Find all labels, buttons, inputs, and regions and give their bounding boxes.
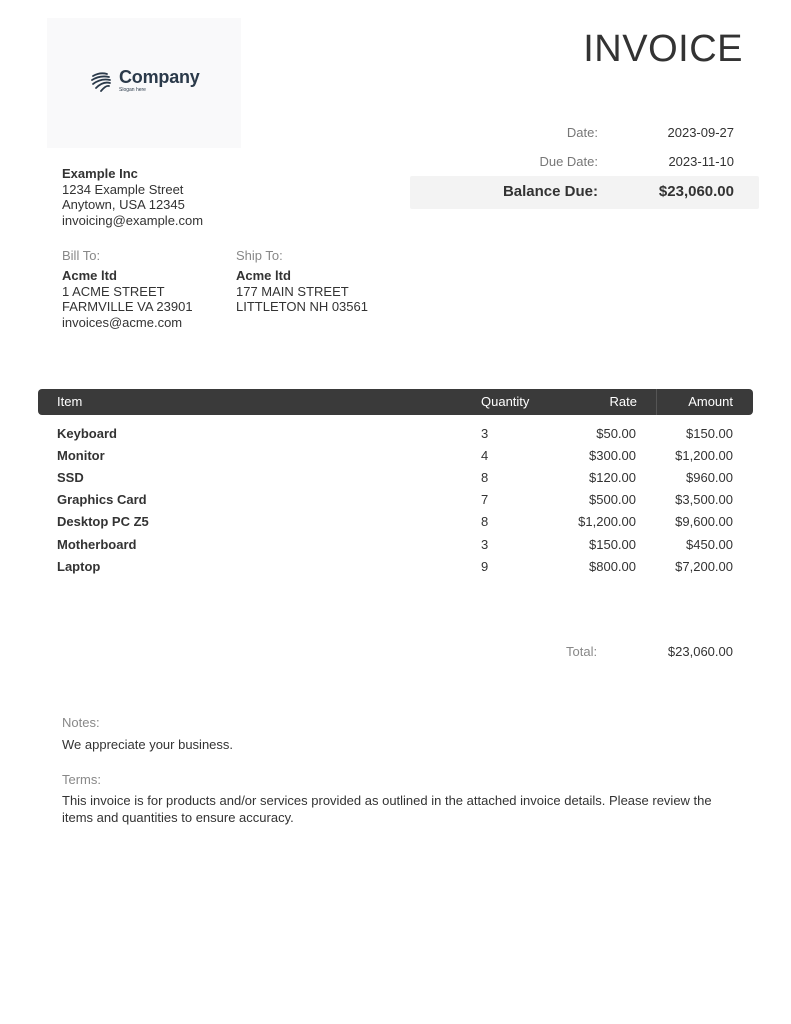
balance-due-value: $23,060.00 xyxy=(658,183,734,200)
table-row xyxy=(0,559,791,581)
row-item: Keyboard xyxy=(57,426,117,441)
notes-label: Notes: xyxy=(62,715,100,730)
terms-label: Terms: xyxy=(62,772,101,787)
date-label: Date: xyxy=(566,125,598,140)
row-amount: $7,200.00 xyxy=(675,559,733,574)
row-quantity: 8 xyxy=(481,470,489,485)
row-item: Motherboard xyxy=(57,537,137,552)
bill-to-name: Acme ltd xyxy=(62,268,117,283)
header-amount: Amount xyxy=(688,394,733,409)
terms-text: This invoice is for products and/or services provided as outlined in the attached invoice details. Please review the items and quantities to ensure accuracy. xyxy=(62,793,712,825)
due-date-label: Due Date: xyxy=(539,154,598,169)
table-row xyxy=(0,537,791,559)
table-row xyxy=(0,514,791,536)
sender-address xyxy=(62,166,203,228)
row-item: SSD xyxy=(57,470,84,485)
table-row xyxy=(0,492,791,514)
row-rate: $800.00 xyxy=(589,559,636,574)
row-amount: $1,200.00 xyxy=(675,448,733,463)
row-rate: $500.00 xyxy=(589,492,636,507)
row-amount: $9,600.00 xyxy=(675,514,733,529)
balance-due-label: Balance Due: xyxy=(502,183,598,200)
ship-to-address xyxy=(236,268,368,315)
ship-to-label: Ship To: xyxy=(236,248,283,263)
row-quantity: 3 xyxy=(481,426,489,441)
items-table-header xyxy=(38,389,753,415)
ship-to-city: LITTLETON NH 03561 xyxy=(236,299,368,314)
ship-to-street: 177 MAIN STREET xyxy=(236,283,349,299)
bill-to-street: 1 ACME STREET xyxy=(62,283,165,299)
row-rate: $50.00 xyxy=(596,426,636,441)
row-quantity: 3 xyxy=(481,537,489,552)
total-value: $23,060.00 xyxy=(667,644,733,659)
row-quantity: 4 xyxy=(481,448,489,463)
sender-email: invoicing@example.com xyxy=(62,212,204,228)
logo-company-name: Company xyxy=(119,67,200,87)
header-quantity: Quantity xyxy=(481,394,530,409)
bill-to-email: invoices@acme.com xyxy=(62,314,183,330)
sender-street: 1234 Example Street xyxy=(62,181,184,197)
table-row xyxy=(0,426,791,448)
total-label: Total: xyxy=(566,644,598,659)
sender-name: Example Inc xyxy=(62,166,138,181)
row-item: Desktop PC Z5 xyxy=(57,514,149,529)
leaf-stripes-logo-mark-icon xyxy=(90,69,114,93)
row-quantity: 7 xyxy=(481,492,489,507)
table-row xyxy=(0,448,791,470)
row-amount: $150.00 xyxy=(686,426,733,441)
invoice-title: INVOICE xyxy=(583,28,743,70)
notes-text: We appreciate your business. xyxy=(62,737,234,752)
bill-to-label: Bill To: xyxy=(62,248,101,263)
logo-lockup xyxy=(90,68,200,93)
bill-to-address xyxy=(62,268,193,330)
row-amount: $3,500.00 xyxy=(675,492,733,507)
table-row xyxy=(0,470,791,492)
header-divider xyxy=(656,389,657,415)
row-rate: $1,200.00 xyxy=(578,514,636,529)
logo-slogan: Slogan here xyxy=(119,87,146,93)
row-amount: $450.00 xyxy=(686,537,733,552)
row-item: Laptop xyxy=(57,559,101,574)
header-item: Item xyxy=(57,394,83,409)
row-quantity: 8 xyxy=(481,514,489,529)
date-value: 2023-09-27 xyxy=(667,125,734,140)
row-amount: $960.00 xyxy=(686,470,733,485)
row-item: Monitor xyxy=(57,448,105,463)
row-item: Graphics Card xyxy=(57,492,147,507)
row-rate: $120.00 xyxy=(589,470,636,485)
company-logo xyxy=(47,18,241,148)
ship-to-name: Acme ltd xyxy=(236,268,291,283)
due-date-value: 2023-11-10 xyxy=(668,154,734,169)
row-quantity: 9 xyxy=(481,559,489,574)
row-rate: $150.00 xyxy=(589,537,636,552)
row-rate: $300.00 xyxy=(589,448,636,463)
bill-to-city: FARMVILLE VA 23901 xyxy=(62,299,193,314)
header-rate: Rate xyxy=(609,394,637,409)
sender-city: Anytown, USA 12345 xyxy=(62,197,185,212)
